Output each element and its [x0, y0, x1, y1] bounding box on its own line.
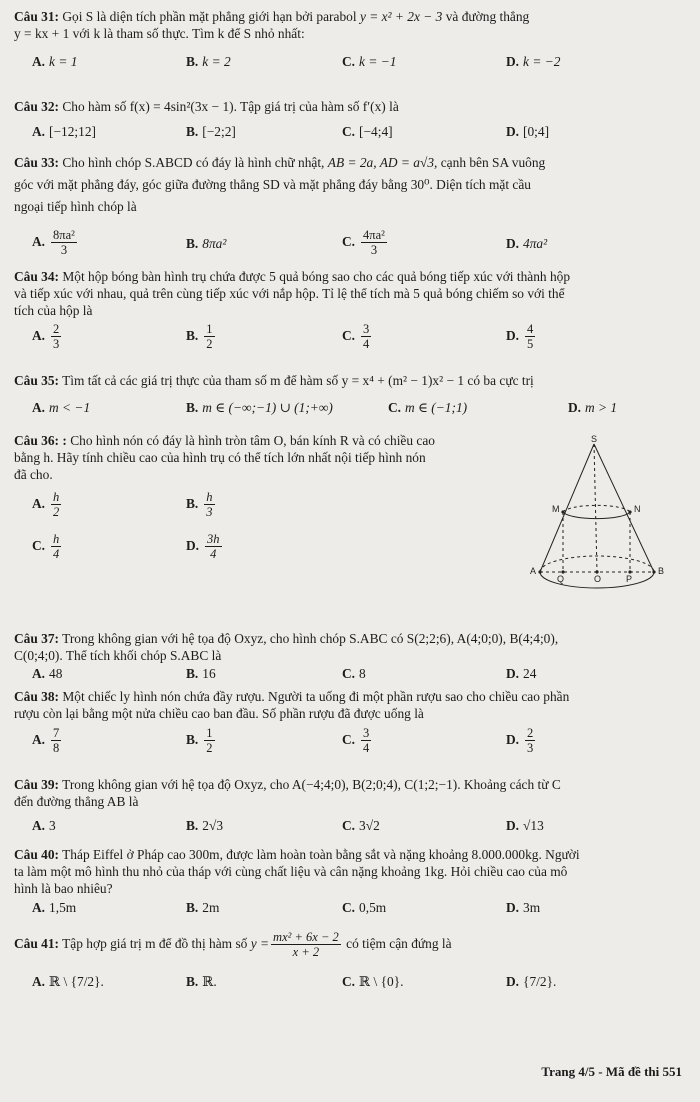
question-35: Câu 35: Tìm tất cả các giá trị thực của tham số m để hàm số y = x⁴ + (m² − 1)x² − 1 có ba cực trị	[14, 373, 534, 388]
option-a[interactable]: $\frac{h}{2}$	[53, 490, 60, 519]
options-34: A. $\frac{2}{3}$ B. $\frac{1}{2}$ C. $\frac{3}{4}$ D. $\frac{4}{5}$	[32, 322, 534, 351]
option-c[interactable]: $\frac{h}{4}$	[53, 532, 60, 561]
option-a[interactable]: $\frac{2}{3}$	[53, 322, 60, 351]
question-text: rượu còn lại bằng một nửa chiều cao ban đầu. Số phần rượu đã được uống là	[14, 706, 424, 721]
option-d[interactable]: [0;4]	[523, 124, 550, 139]
label-q: Q	[557, 574, 565, 584]
label-o: O	[594, 574, 602, 584]
option-d[interactable]: 3m	[523, 900, 541, 915]
option-c[interactable]: $\frac{3}{4}$	[363, 726, 370, 755]
question-text: đến đường thẳng AB là	[14, 794, 139, 809]
question-41: Câu 41: Tập hợp giá trị m để đồ thị hàm số y = $\frac{\text{mx² + 6x − 2}}{x + 2}$ có tiệm cận đứng là	[14, 930, 452, 960]
option-c[interactable]: 8	[359, 666, 366, 681]
option-c[interactable]: 3√2	[359, 818, 380, 833]
option-b[interactable]: m ∈ (−∞;−1) ∪ (1;+∞)	[202, 400, 333, 415]
option-a[interactable]: 1,5m	[49, 900, 77, 915]
options-39: A. 3 B. 2√3 C. 3√2 D. √13	[32, 818, 544, 833]
options-33: A. $\frac{\text{8πa²}}{3}$ B. 8πa² C. $\frac{\text{4πa²}}{3}$ D. 4πa²	[32, 228, 548, 257]
option-a[interactable]: $\frac{\text{8πa²}}{3}$	[53, 228, 75, 257]
option-b[interactable]: $\frac{h}{3}$	[206, 490, 213, 519]
cone-edge-left	[540, 444, 594, 572]
question-text: Một chiếc ly hình nón chứa đầy rượu. Người ta uống đi một phần rượu sao cho chiều cao phần	[62, 689, 570, 704]
options-38: A. $\frac{7}{8}$ B. $\frac{1}{2}$ C. $\frac{3}{4}$ D. $\frac{2}{3}$	[32, 726, 534, 755]
option-c[interactable]: k = −1	[359, 54, 397, 69]
page-footer: Trang 4/5 - Mã đề thi 551	[541, 1064, 682, 1079]
option-d[interactable]: √13	[523, 818, 544, 833]
question-text: cạnh bên SA vuông	[440, 155, 546, 170]
option-d[interactable]: $\frac{3h}{4}$	[207, 532, 220, 561]
question-text: Cho hàm số f(x) = 4sin²(3x − 1). Tập giá trị của hàm số f′(x) là	[62, 99, 399, 114]
option-c[interactable]: ℝ \ {0}.	[359, 974, 404, 989]
question-34: Câu 34: Một hộp bóng bàn hình trụ chứa được 5 quả bóng sao cho các quả bóng tiếp xúc với thành hộp và tiếp xúc với nhau, quả trên cùng tiếp xúc với nắp hộp. Tỉ lệ thể tích mà 5 quả bóng chiếm so với thể tích của hộp là	[14, 269, 571, 318]
cone-figure	[520, 432, 680, 608]
question-text: và đường thẳng	[445, 9, 530, 24]
options-31: A. k = 1 B. k = 2 C. k = −1 D. k = −2	[32, 54, 561, 69]
option-b[interactable]: 2m	[202, 900, 220, 915]
question-text: Cho hình chóp S.ABCD có đáy là hình chữ nhật,	[62, 155, 325, 170]
option-a[interactable]: $\frac{7}{8}$	[53, 726, 60, 755]
question-text: y = kx + 1 với k là tham số thực. Tìm k để S nhỏ nhất:	[14, 26, 305, 41]
question-label: Câu 31:	[14, 9, 60, 24]
question-text: C(0;4;0). Thể tích khối chóp S.ABC là	[14, 648, 222, 663]
question-text: Cho hình nón có đáy là hình tròn tâm O, bán kính R và có chiều cao	[70, 433, 436, 448]
option-a[interactable]: m < −1	[49, 400, 91, 415]
option-d[interactable]: k = −2	[523, 54, 561, 69]
option-d[interactable]: {7/2}.	[523, 974, 557, 989]
label-b: B	[658, 566, 665, 576]
label-n: N	[634, 504, 641, 514]
question-text: Tập hợp giá trị m để đồ thị hàm số	[62, 936, 248, 951]
question-text: Trong không gian với hệ tọa độ Oxyz, cho A(−4;4;0), B(2;0;4), C(1;2;−1). Khoảng cách từ C	[62, 777, 561, 792]
options-35: A. m < −1 B. m ∈ (−∞;−1) ∪ (1;+∞) C. m ∈ (−1;1) D. m > 1	[32, 400, 618, 415]
label-s: S	[591, 434, 598, 444]
question-text: và tiếp xúc với nhau, quả trên cùng tiếp xúc với nắp hộp. Tỉ lệ thể tích mà 5 quả bóng chiếm so với thể	[14, 286, 565, 301]
question-38: Câu 38: Một chiếc ly hình nón chứa đầy rượu. Người ta uống đi một phần rượu sao cho chiều cao phần rượu còn lại bằng một nửa chiều cao ban đầu. Số phần rượu đã được uống là	[14, 689, 570, 721]
options-41: A. ℝ \ {7/2}. B. ℝ. C. ℝ \ {0}. D. {7/2}.	[32, 974, 557, 989]
options-40: A. 1,5m B. 2m C. 0,5m D. 3m	[32, 900, 541, 915]
cylinder-top-front	[563, 512, 630, 519]
formula: AB = 2a, AD = a√3,	[327, 155, 438, 170]
question-text: Một hộp bóng bàn hình trụ chứa được 5 quả bóng sao cho các quả bóng tiếp xúc với thành hộp	[62, 269, 571, 284]
option-d[interactable]: 24	[523, 666, 537, 681]
option-b[interactable]: ℝ.	[202, 974, 217, 989]
option-c[interactable]: 0,5m	[359, 900, 387, 915]
option-a[interactable]: 3	[49, 818, 56, 833]
label-a: A	[530, 566, 537, 576]
option-a[interactable]: [−12;12]	[49, 124, 97, 139]
question-text: ta làm một mô hình thu nhỏ của tháp với cùng chất liệu và cân nặng khoảng 1kg. Hỏi chiều cao của mô	[14, 864, 568, 879]
formula: y = x² + 2x − 3	[359, 9, 443, 24]
option-b[interactable]: 16	[202, 666, 216, 681]
question-text: có tiệm cận đứng là	[346, 936, 452, 951]
option-c[interactable]: $\frac{\text{4πa²}}{3}$	[363, 228, 385, 257]
question-37: Câu 37: Trong không gian với hệ tọa độ Oxyz, cho hình chóp S.ABC có S(2;2;6), A(4;0;0), B(4;4;0), C(0;4;0). Thể tích khối chóp S.ABC là	[14, 631, 559, 663]
question-text: Tìm tất cả các giá trị thực của tham số m để hàm số y = x⁴ + (m² − 1)x² − 1 có ba cực trị	[62, 373, 534, 388]
cylinder-top-back	[563, 505, 630, 512]
question-text: tích của hộp là	[14, 303, 93, 318]
question-text: góc với mặt phẳng đáy, góc giữa đường thẳng SD và mặt phẳng đáy bằng 30⁰. Diện tích mặt cầu	[14, 177, 531, 192]
question-text: Trong không gian với hệ tọa độ Oxyz, cho hình chóp S.ABC có S(2;2;6), A(4;0;0), B(4;4;0),	[62, 631, 559, 646]
question-36: Câu 36: : Cho hình nón có đáy là hình tròn tâm O, bán kính R và có chiều cao bằng h. Hãy tính chiều cao của hình trụ có thể tích lớn nhất nội tiếp hình nón đã cho.	[14, 433, 436, 482]
options-32: A. [−12;12] B. [−2;2] C. [−4;4] D. [0;4]	[32, 124, 550, 139]
option-b[interactable]: 8πa²	[202, 236, 227, 251]
option-d[interactable]: $\frac{4}{5}$	[527, 322, 534, 351]
option-b[interactable]: [−2;2]	[202, 124, 236, 139]
option-c[interactable]: $\frac{3}{4}$	[363, 322, 370, 351]
question-text: bằng h. Hãy tính chiều cao của hình trụ có thể tích lớn nhất nội tiếp hình nón	[14, 450, 426, 465]
option-b[interactable]: 2√3	[202, 818, 224, 833]
option-b[interactable]: $\frac{1}{2}$	[206, 726, 213, 755]
question-text: ngoại tiếp hình chóp là	[14, 199, 137, 214]
options-36-row1: A. $\frac{h}{2}$ B. $\frac{h}{3}$	[32, 490, 213, 519]
options-37: A. 48 B. 16 C. 8 D. 24	[32, 666, 537, 681]
options-36-row2: C. $\frac{h}{4}$ D. $\frac{3h}{4}$	[32, 532, 220, 561]
question-31	[14, 8, 686, 42]
option-c[interactable]: m ∈ (−1;1)	[405, 400, 468, 415]
function-fraction: $\frac{\text{mx² + 6x − 2}}{x + 2}$	[273, 930, 339, 960]
question-text: Gọi S là diện tích phần mặt phẳng giới hạn bởi parabol	[62, 9, 357, 24]
option-d[interactable]: m > 1	[585, 400, 618, 415]
question-32: Câu 32: Cho hàm số f(x) = 4sin²(3x − 1). Tập giá trị của hàm số f′(x) là	[14, 99, 399, 114]
question-39: Câu 39: Trong không gian với hệ tọa độ Oxyz, cho A(−4;4;0), B(2;0;4), C(1;2;−1). Khoảng cách từ C đến đường thẳng AB là	[14, 777, 561, 809]
cone-edge-right	[594, 444, 654, 572]
option-a[interactable]: 48	[49, 666, 63, 681]
label-m: M	[552, 504, 560, 514]
question-40: Câu 40: Tháp Eiffel ở Pháp cao 300m, được làm hoàn toàn bằng sắt và nặng khoảng 8.000.000kg. Người ta làm một mô hình thu nhỏ của tháp với cùng chất liệu và cân nặng khoảng 1kg. Hỏi chiều cao của mô hình là bao nhiêu?	[14, 847, 580, 896]
question-text: Tháp Eiffel ở Pháp cao 300m, được làm hoàn toàn bằng sắt và nặng khoảng 8.000.000kg. Người	[62, 847, 580, 862]
label-p: P	[626, 574, 633, 584]
option-d[interactable]: 4πa²	[523, 236, 548, 251]
option-b[interactable]: k = 2	[202, 54, 231, 69]
option-b[interactable]: $\frac{1}{2}$	[206, 322, 213, 351]
cone-axis	[594, 444, 597, 572]
option-d[interactable]: $\frac{2}{3}$	[527, 726, 534, 755]
option-a[interactable]: k = 1	[49, 54, 78, 69]
question-text: hình là bao nhiêu?	[14, 881, 113, 896]
option-c[interactable]: [−4;4]	[359, 124, 393, 139]
question-33: Câu 33: Cho hình chóp S.ABCD có đáy là hình chữ nhật, AB = 2a, AD = a√3, cạnh bên SA vuông góc với mặt phẳng đáy, góc giữa đường thẳng SD và mặt phẳng đáy bằng 30⁰. Diện tích mặt cầu ngoại tiếp hình chóp là	[14, 155, 546, 214]
option-a[interactable]: ℝ \ {7/2}.	[49, 974, 104, 989]
question-text: đã cho.	[14, 467, 53, 482]
